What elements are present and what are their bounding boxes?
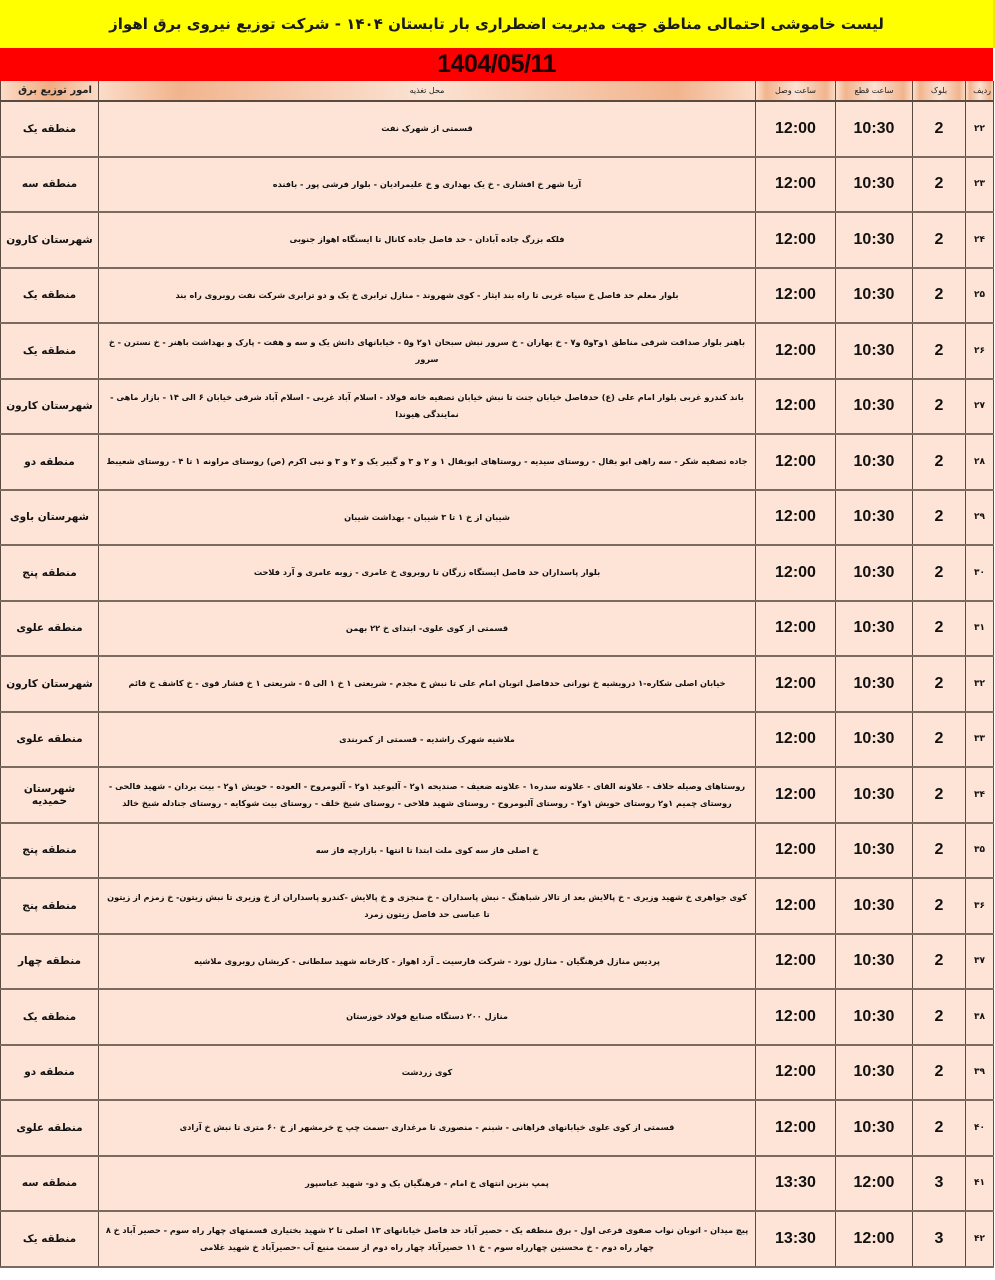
table-row xyxy=(1,934,994,990)
cut-time: 10:30 xyxy=(836,268,913,324)
row-number: ۳۸ xyxy=(966,989,994,1045)
table-row xyxy=(1,490,994,546)
distribution-district: شهرستان باوی xyxy=(1,490,99,546)
table-row xyxy=(1,1156,994,1212)
cut-time: 10:30 xyxy=(836,323,913,379)
connect-time: 12:00 xyxy=(756,989,836,1045)
block-number: 2 xyxy=(913,601,966,657)
table-row xyxy=(1,656,994,712)
row-number: ۲۹ xyxy=(966,490,994,546)
block-number: 2 xyxy=(913,934,966,990)
cut-time: 10:30 xyxy=(836,545,913,601)
distribution-district: منطقه یک xyxy=(1,1211,99,1267)
block-number: 2 xyxy=(913,767,966,823)
connect-time: 12:00 xyxy=(756,379,836,435)
page-title: لیست خاموشی احتمالی مناطق جهت مدیریت اضطراری بار تابستان ۱۴۰۴ - شرکت توزیع نیروی برق اهواز xyxy=(109,15,884,33)
block-number: 2 xyxy=(913,212,966,268)
cut-time: 10:30 xyxy=(836,379,913,435)
row-number: ۲۷ xyxy=(966,379,994,435)
row-number: ۳۰ xyxy=(966,545,994,601)
row-number: ۳۱ xyxy=(966,601,994,657)
cut-time: 10:30 xyxy=(836,490,913,546)
distribution-district: منطقه علوی xyxy=(1,1100,99,1156)
row-number: ۴۱ xyxy=(966,1156,994,1212)
distribution-district: منطقه سه xyxy=(1,1156,99,1212)
connect-time: 12:00 xyxy=(756,101,836,157)
connect-time: 12:00 xyxy=(756,323,836,379)
feed-location: بلوار پاسداران حد فاصل ایستگاه زرگان تا روبروی خ عامری - زوبه عامری و آرد فلاحت xyxy=(99,545,756,601)
distribution-district: شهرستان حمیدیه xyxy=(1,767,99,823)
cut-time: 10:30 xyxy=(836,767,913,823)
feed-location: کوی زردشت xyxy=(99,1045,756,1101)
connect-time: 13:30 xyxy=(756,1211,836,1267)
cut-time: 10:30 xyxy=(836,712,913,768)
connect-time: 12:00 xyxy=(756,212,836,268)
block-number: 2 xyxy=(913,434,966,490)
row-number: ۳۵ xyxy=(966,823,994,879)
feed-location: شیبان از خ ۱ تا ۳ شیبان - بهداشت شیبان xyxy=(99,490,756,546)
column-header-location: محل تغذیه xyxy=(99,81,756,101)
connect-time: 12:00 xyxy=(756,601,836,657)
feed-location: باند کندرو غربی بلوار امام علی (ع) حدفاصل خیابان جنت تا نبش خیابان تصفیه خانه فولاد - اسلام آباد غربی - اسلام آباد شرقی خیابان ۶ الی ۱۴ - بازار ماهی - نمایندگی هیوندا xyxy=(99,379,756,435)
distribution-district: شهرستان کارون xyxy=(1,379,99,435)
connect-time: 12:00 xyxy=(756,1100,836,1156)
block-number: 2 xyxy=(913,323,966,379)
block-number: 2 xyxy=(913,157,966,213)
title-banner xyxy=(0,0,995,48)
feed-location: کوی جواهری خ شهید وزیری - خ پالایش بعد از تالار شباهنگ - نبش پاسداران - خ منجزی و خ پالایش -کندرو پاسداران از خ وزیری تا نبش زیتون- خ زمزم از زیتون تا عباسی حد فاصل زیتون زمرد xyxy=(99,878,756,934)
connect-time: 12:00 xyxy=(756,545,836,601)
block-number: 2 xyxy=(913,656,966,712)
table-row xyxy=(1,878,994,934)
cut-time: 10:30 xyxy=(836,157,913,213)
connect-time: 12:00 xyxy=(756,712,836,768)
table-row xyxy=(1,767,994,823)
block-number: 2 xyxy=(913,878,966,934)
block-number: 2 xyxy=(913,379,966,435)
block-number: 2 xyxy=(913,101,966,157)
row-number: ۳۷ xyxy=(966,934,994,990)
table-row xyxy=(1,601,994,657)
row-number: ۳۹ xyxy=(966,1045,994,1101)
cut-time: 10:30 xyxy=(836,1100,913,1156)
feed-location: روستاهای وصیله حلاف - علاونه القای - علاونه سدره۱ - علاونه ضعیف - صندیحه ۱و۲ - آلبوعید ۱و۲ - آلبومروح - العوده - حویش ۱و۲ - بیت بردان - شهید فالحی - روستای چمیم ۱و۲ روستای حویش ۱و۲ - روستای آلبومروح - روستای شهید فلاحی - روستای شیخ خلف - روستای بیت شوکایه - روستای جنادله شیخ خالد xyxy=(99,767,756,823)
cut-time: 12:00 xyxy=(836,1211,913,1267)
row-number: ۳۶ xyxy=(966,878,994,934)
table-row xyxy=(1,1045,994,1101)
cut-time: 10:30 xyxy=(836,878,913,934)
distribution-district: منطقه یک xyxy=(1,268,99,324)
distribution-district: شهرستان کارون xyxy=(1,212,99,268)
feed-location: پیچ میدان - اتوبان نواب صفوی فرعی اول - برق منطقه یک - حصیر آباد حد فاصل خیابانهای ۱۳ اصلی تا ۲ شهید بختیاری قسمتهای چهار راه سوم - حصیر آباد خ ۸ چهار راه دوم - خ محسنین چهارراه سوم - خ ۱۱ حصیرآباد چهار راه دوم از سمت منبع آب -حصیرآباد خ شهید غلامی xyxy=(99,1211,756,1267)
block-number: 2 xyxy=(913,823,966,879)
row-number: ۴۲ xyxy=(966,1211,994,1267)
feed-location: قسمتی از کوی علوی خیابانهای فراهانی - شبنم - منصوری تا مرغداری -سمت چپ ج خرمشهر از خ ۶۰ متری تا نبش خ آزادی xyxy=(99,1100,756,1156)
distribution-district: منطقه دو xyxy=(1,1045,99,1101)
table-header-row xyxy=(1,81,994,101)
feed-location: جاده تصفیه شکر - سه راهی ابو بقال - روستای سیدیه - روستاهای ابوبقال ۱ و ۲ و ۳ و گبیر یک و ۲ و ۳ و نبی اکرم (ص) روستای مراونه ۱ تا ۴ - روستای شعیبط xyxy=(99,434,756,490)
feed-location: پمپ بنزین انتهای خ امام - فرهنگیان یک و دو- شهید عباسپور xyxy=(99,1156,756,1212)
cut-time: 10:30 xyxy=(836,989,913,1045)
table-row xyxy=(1,1211,994,1267)
distribution-district: منطقه یک xyxy=(1,101,99,157)
cut-time: 10:30 xyxy=(836,934,913,990)
row-number: ۴۰ xyxy=(966,1100,994,1156)
distribution-district: منطقه پنج xyxy=(1,823,99,879)
block-number: 2 xyxy=(913,712,966,768)
cut-time: 10:30 xyxy=(836,1045,913,1101)
feed-location: قسمتی از کوی علوی- ابتدای خ ۲۲ بهمن xyxy=(99,601,756,657)
table-row xyxy=(1,1100,994,1156)
table-row xyxy=(1,101,994,157)
table-row xyxy=(1,379,994,435)
connect-time: 12:00 xyxy=(756,767,836,823)
table-row xyxy=(1,157,994,213)
block-number: 2 xyxy=(913,545,966,601)
date-banner xyxy=(0,48,993,81)
feed-location: قسمتی از شهرک نفت xyxy=(99,101,756,157)
feed-location: منازل ۲۰۰ دستگاه صنایع فولاد خوزستان xyxy=(99,989,756,1045)
block-number: 2 xyxy=(913,1100,966,1156)
connect-time: 12:00 xyxy=(756,823,836,879)
distribution-district: منطقه چهار xyxy=(1,934,99,990)
cut-time: 10:30 xyxy=(836,601,913,657)
distribution-district: منطقه سه xyxy=(1,157,99,213)
distribution-district: منطقه پنج xyxy=(1,545,99,601)
connect-time: 12:00 xyxy=(756,157,836,213)
cut-time: 10:30 xyxy=(836,823,913,879)
block-number: 2 xyxy=(913,490,966,546)
feed-location: آریا شهر خ افشاری - خ یک بهداری و خ علیمرادیان - بلوار فرشی پور - بافنده xyxy=(99,157,756,213)
row-number: ۲۳ xyxy=(966,157,994,213)
column-header-district: امور توزیع برق xyxy=(1,81,99,101)
table-row xyxy=(1,212,994,268)
connect-time: 12:00 xyxy=(756,434,836,490)
block-number: 3 xyxy=(913,1211,966,1267)
distribution-district: منطقه علوی xyxy=(1,712,99,768)
feed-location: خیابان اصلی شکاره-۱ درویشیه خ نورانی حدفاصل اتوبان امام علی تا نبش خ مجدم - شریعتی ۱ خ ۱ الی ۵ - شریعتی ۱ خ فشار قوی - خ کاشف خ قائم xyxy=(99,656,756,712)
block-number: 2 xyxy=(913,268,966,324)
cut-time: 10:30 xyxy=(836,101,913,157)
block-number: 2 xyxy=(913,1045,966,1101)
cut-time: 10:30 xyxy=(836,656,913,712)
table-row xyxy=(1,712,994,768)
cut-time: 10:30 xyxy=(836,434,913,490)
column-header-cut-time: ساعت قطع xyxy=(836,81,913,101)
connect-time: 13:30 xyxy=(756,1156,836,1212)
connect-time: 12:00 xyxy=(756,268,836,324)
distribution-district: منطقه دو xyxy=(1,434,99,490)
table-row xyxy=(1,823,994,879)
row-number: ۳۳ xyxy=(966,712,994,768)
feed-location: فلکه بزرگ جاده آبادان - حد فاصل جاده کانال تا ایستگاه اهواز جنوبی xyxy=(99,212,756,268)
row-number: ۲۸ xyxy=(966,434,994,490)
feed-location: پردیس منازل فرهنگیان - منازل نورد - شرکت فارسیت ـ آرد اهواز - کارخانه شهید سلطانی - کریشان روبروی ملاشیه xyxy=(99,934,756,990)
row-number: ۳۲ xyxy=(966,656,994,712)
connect-time: 12:00 xyxy=(756,656,836,712)
distribution-district: منطقه علوی xyxy=(1,601,99,657)
outage-table xyxy=(0,81,994,1268)
feed-location: بلوار معلم حد فاصل خ سیاه غربی تا راه بند ایثار - کوی شهروند - منازل ترابری خ یک و دو ترابری شرکت نفت روبروی راه بند xyxy=(99,268,756,324)
row-number: ۲۲ xyxy=(966,101,994,157)
distribution-district: شهرستان کارون xyxy=(1,656,99,712)
table-row xyxy=(1,545,994,601)
table-row xyxy=(1,434,994,490)
feed-location: باهنر بلوار صداقت شرقی مناطق ۱و۳و۵ و۷ - خ بهاران - خ سرور نبش سبحان ۱و۲ و۵ - خیابانهای دانش یک و سه و هفت - پارک و بهداشت باهنر - خ نسترن - خ سرور xyxy=(99,323,756,379)
row-number: ۲۶ xyxy=(966,323,994,379)
connect-time: 12:00 xyxy=(756,490,836,546)
distribution-district: منطقه یک xyxy=(1,323,99,379)
row-number: ۲۴ xyxy=(966,212,994,268)
connect-time: 12:00 xyxy=(756,934,836,990)
column-header-row: ردیف xyxy=(966,81,994,101)
connect-time: 12:00 xyxy=(756,878,836,934)
cut-time: 10:30 xyxy=(836,212,913,268)
schedule-date: 1404/05/11 xyxy=(437,50,556,78)
cut-time: 12:00 xyxy=(836,1156,913,1212)
distribution-district: منطقه پنج xyxy=(1,878,99,934)
column-header-connect-time: ساعت وصل xyxy=(756,81,836,101)
row-number: ۲۵ xyxy=(966,268,994,324)
table-row xyxy=(1,268,994,324)
row-number: ۳۴ xyxy=(966,767,994,823)
connect-time: 12:00 xyxy=(756,1045,836,1101)
block-number: 2 xyxy=(913,989,966,1045)
table-row xyxy=(1,323,994,379)
feed-location: ملاشیه شهرک راشدیه - قسمتی از کمربندی xyxy=(99,712,756,768)
table-row xyxy=(1,989,994,1045)
column-header-block: بلوک xyxy=(913,81,966,101)
feed-location: خ اصلی فاز سه کوی ملت ابتدا تا انتها - بازارچه فاز سه xyxy=(99,823,756,879)
block-number: 3 xyxy=(913,1156,966,1212)
distribution-district: منطقه یک xyxy=(1,989,99,1045)
